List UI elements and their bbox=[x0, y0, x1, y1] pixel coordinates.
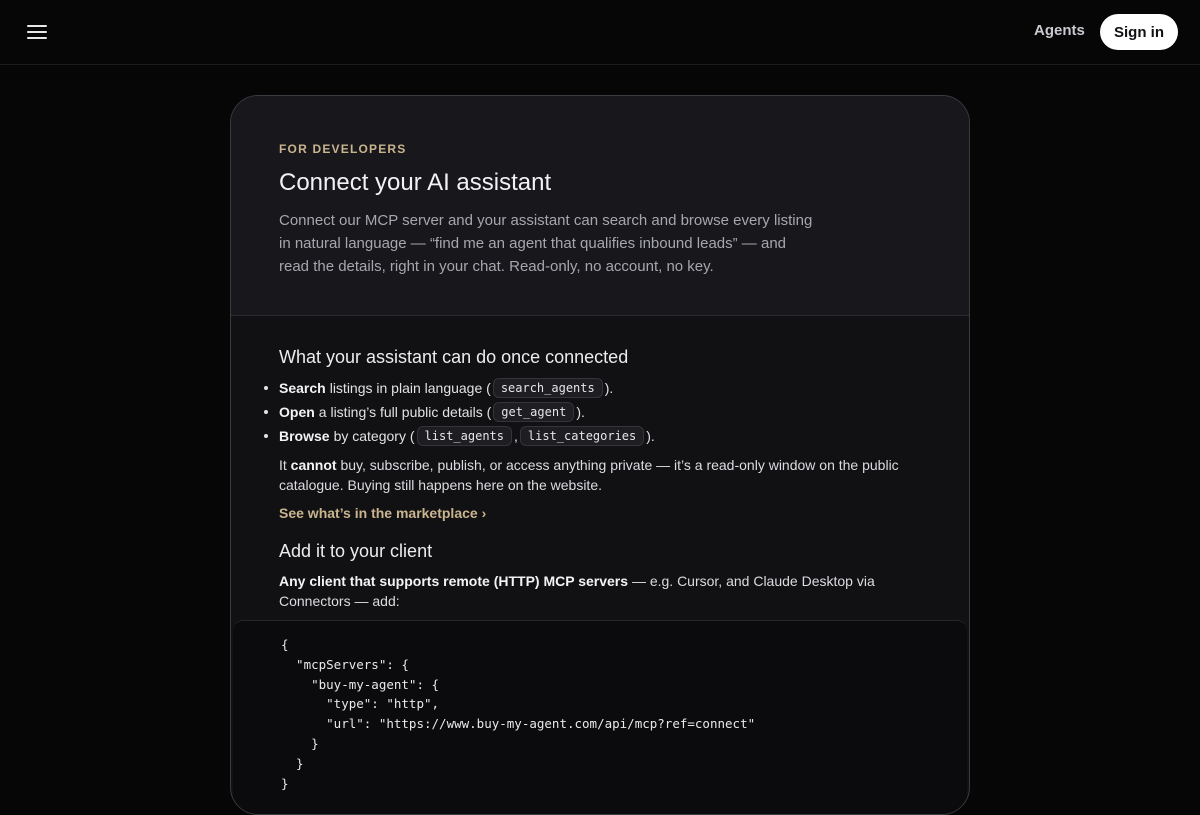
capability-text: listings in plain language ( bbox=[329, 380, 491, 396]
capability-verb: Search bbox=[279, 380, 326, 396]
intro-description: Connect our MCP server and your assistant can search and browse every listing in natural language — “find me an agent that qualifies inbound leads” — and read the details, right in your chat. Read-only, no account, no key. bbox=[279, 212, 813, 275]
eyebrow-label: FOR DEVELOPERS bbox=[279, 142, 407, 156]
client-description-emphasis: Any client that supports remote (HTTP) MCP servers bbox=[279, 573, 629, 589]
mcp-config-json[interactable]: { "mcpServers": { "buy-my-agent": { "type": "http", "url": "https://www.buy-my-agent.com/api/mcp?ref=connect" } } } bbox=[281, 637, 756, 791]
intro-section bbox=[231, 96, 969, 316]
sign-in-button[interactable]: Sign in bbox=[1100, 14, 1178, 50]
capability-item bbox=[279, 424, 655, 448]
capability-suffix: ). bbox=[576, 404, 585, 420]
capability-text: a listing’s full public details ( bbox=[318, 404, 492, 420]
capability-suffix: ). bbox=[604, 380, 614, 396]
mcp-config-code-block[interactable] bbox=[233, 620, 967, 815]
note-emphasis: cannot bbox=[290, 457, 337, 473]
page-title: Connect your AI assistant bbox=[279, 169, 552, 196]
top-navigation-bar bbox=[0, 0, 1200, 65]
marketplace-link[interactable]: See what’s in the marketplace › bbox=[279, 505, 487, 521]
capability-verb: Open bbox=[279, 404, 315, 420]
note-text: buy, subscribe, publish, or access anything private — it’s a read-only window on the public catalogue. Buying still happens here on the website. bbox=[279, 457, 899, 493]
tool-name-chip: list_categories bbox=[520, 426, 644, 446]
client-description-text: — e.g. Cursor, and Claude Desktop via Connectors — add: bbox=[279, 573, 875, 609]
tool-name-chip: search_agents bbox=[493, 378, 603, 398]
capability-item bbox=[279, 376, 655, 400]
capability-suffix: ). bbox=[646, 428, 655, 444]
capability-item bbox=[279, 400, 655, 424]
developer-connect-card bbox=[230, 95, 970, 815]
capability-text: by category ( bbox=[333, 428, 415, 444]
client-description bbox=[279, 571, 919, 611]
capability-verb: Browse bbox=[279, 428, 330, 444]
client-heading: Add it to your client bbox=[279, 541, 433, 561]
separator: , bbox=[514, 428, 518, 444]
tool-name-chip: list_agents bbox=[417, 426, 512, 446]
hamburger-menu-icon[interactable] bbox=[27, 22, 51, 42]
nav-link-agents[interactable]: Agents bbox=[1034, 22, 1085, 39]
capabilities-list bbox=[279, 376, 655, 448]
note-prefix: It bbox=[279, 457, 287, 473]
read-only-note bbox=[279, 455, 939, 495]
capabilities-heading: What your assistant can do once connected bbox=[279, 347, 629, 367]
tool-name-chip: get_agent bbox=[493, 402, 574, 422]
